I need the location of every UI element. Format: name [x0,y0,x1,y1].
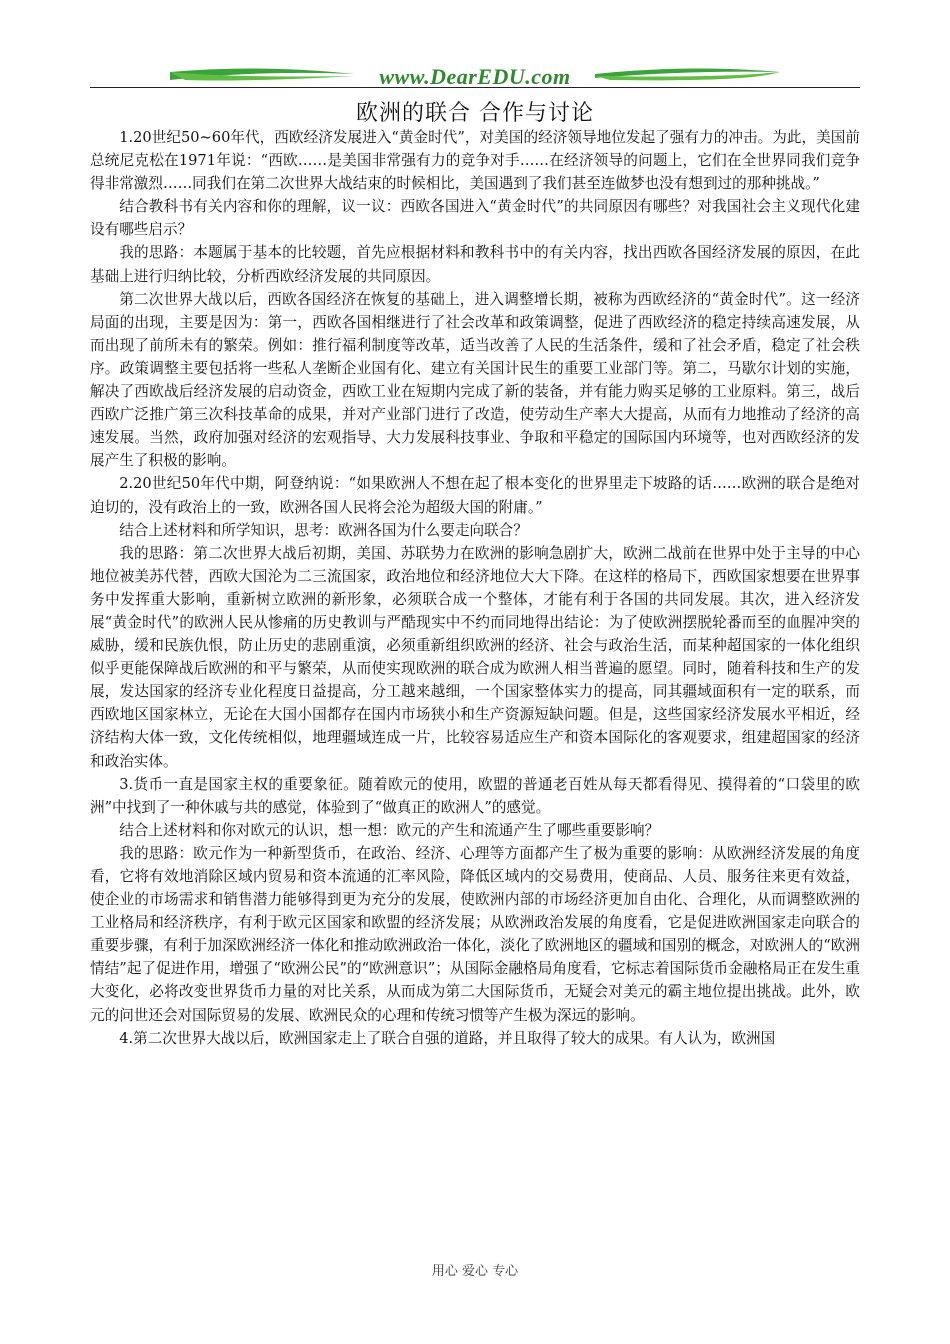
paragraph: 1.20世纪50~60年代，西欧经济发展进入“黄金时代”，对美国的经济领导地位发起了强有力的冲击。为此，美国前总统尼克松在1971年说：“西欧……是美国非常强有力的竞争对手……在经济领导的问题上，它们在全世界同我们竞争得非常激烈……同我们在第二次世界大战结束的时候相比，美国遇到了我们甚至连做梦也没有想到过的那种挑战。” [90,129,860,193]
page-footer: 用心 爱心 专心 [431,1264,519,1279]
paragraph: 3.货币一直是国家主权的重要象征。随着欧元的使用，欧盟的普通老百姓从每天都看得见、摸得着的“口袋里的欧洲”中找到了一种休戚与共的感觉，体验到了“做真正的欧洲人”的感觉。 [90,775,860,816]
document-body [90,126,860,1050]
page-title: 欧洲的联合 合作与讨论 [356,101,594,126]
header-divider [90,87,860,88]
paragraph: 结合上述材料和所学知识，思考：欧洲各国为什么要走向联合？ [119,521,528,539]
paragraph: 结合上述材料和你对欧元的认识，想一想：欧元的产生和流通产生了哪些重要影响？ [119,821,660,839]
paragraph: 2.20世纪50年代中期，阿登纳说：“如果欧洲人不想在起了根本变化的世界里走下坡路的话……欧洲的联合是绝对迫切的，没有政治上的一致，欧洲各国人民将会沦为超级大国的附庸。” [90,475,860,516]
paragraph: 4.第二次世界大战以后，欧洲国家走上了联合自强的道路，并且取得了较大的成果。有人认为，欧洲国 [119,1029,776,1047]
paragraph: 结合教科书有关内容和你的理解，议一议：西欧各国进入“黄金时代”的共同原因有哪些？对我国社会主义现代化建设有哪些启示？ [90,198,860,239]
paragraph: 我的思路：欧元作为一种新型货币，在政治、经济、心理等方面都产生了极为重要的影响：从欧洲经济发展的角度看，它将有效地消除区域内贸易和资本流通的汇率风险，降低区域内的交易费用，使商品、人员、服务往来更有效益，使企业的市场需求和销售潜力能够得到更为充分的发展，使欧洲内部的市场经济更加自由化、合理化，从而调整欧洲的工业格局和经济秩序，有利于欧元区国家和欧盟的经济发展；从欧洲政治发展的角度看，它是促进欧洲国家走向联合的重要步骤，有利于加深欧洲经济一体化和推动欧洲政治一体化，淡化了欧洲地区的疆域和国别的概念，对欧洲人的“欧洲情结”起了促进作用，增强了“欧洲公民”的“欧洲意识”；从国际金融格局角度看，它标志着国际货币金融格局正在发生重大变化，必将改变世界货币力量的对比关系，从而成为第二大国际货币，无疑会对美元的霸主地位提出挑战。此外，欧元的问世还会对国际贸易的发展、欧洲民众的心理和传统习惯等产生极为深远的影响。 [90,844,860,1024]
paragraph: 我的思路：本题属于基本的比较题，首先应根据材料和教科书中的有关内容，找出西欧各国经济发展的原因，在此基础上进行归纳比较，分析西欧经济发展的共同原因。 [90,244,860,285]
site-logo: www.DearEDU.com [379,64,571,89]
paragraph: 我的思路：第二次世界大战后初期，美国、苏联势力在欧洲的影响急剧扩大，欧洲二战前在世界中处于主导的中心地位被美苏代替，西欧大国沦为二三流国家，政治地位和经济地位大大下降。在这样的格局下，西欧国家想要在世界事务中发挥重大影响，重新树立欧洲的新形象，必须联合成一个整体，才能有利于各国的共同发展。其次，进入经济发展“黄金时代”的欧洲人民从惨痛的历史教训与严酷现实中不约而同地得出结论：为了使欧洲摆脱轮番而至的血腥冲突的威胁，缓和民族仇恨，防止历史的悲剧重演，必须重新组织欧洲的经济、社会与政治生活，而某种超国家的一体化组织似乎更能保障战后欧洲的和平与繁荣，从而使实现欧洲的联合成为欧洲人相当普遍的愿望。同时，随着科技和生产的发展，发达国家的经济专业化程度日益提高，分工越来越细，一个国家整体实力的提高，同其疆域面积有一定的联系，而西欧地区国家林立，无论在大国小国都存在国内市场狭小和生产资源短缺问题。但是，这些国家经济发展水平相近，经济结构大体一致，文化传统相似，地理疆域连成一片，比较容易适应生产和资本国际化的客观要求，组建超国家的经济和政治实体。 [90,544,860,770]
site-header [90,58,860,94]
paragraph: 第二次世界大战以后，西欧各国经济在恢复的基础上，进入调整增长期，被称为西欧经济的“黄金时代”。这一经济局面的出现，主要是因为：第一，西欧各国相继进行了社会改革和政策调整，促进了西欧经济的稳定持续高速发展，从而出现了前所未有的繁荣。例如：推行福利制度等改革，适当改善了人民的生活条件，缓和了社会矛盾，稳定了社会秩序。政策调整主要包括将一些私人垄断企业国有化、建立有关国计民生的重要工业部门等。第二，马歇尔计划的实施，解决了西欧战后经济发展的启动资金，西欧工业在短期内完成了新的装备，并有能力购买足够的工业原料。第三，战后西欧广泛推广第三次科技革命的成果，并对产业部门进行了改造，使劳动生产率大大提高，从而有力地推动了经济的高速发展。当然，政府加强对经济的宏观指导、大力发展科技事业、争取和平稳定的国际国内环境等，也对西欧经济的发展产生了积极的影响。 [90,290,860,470]
